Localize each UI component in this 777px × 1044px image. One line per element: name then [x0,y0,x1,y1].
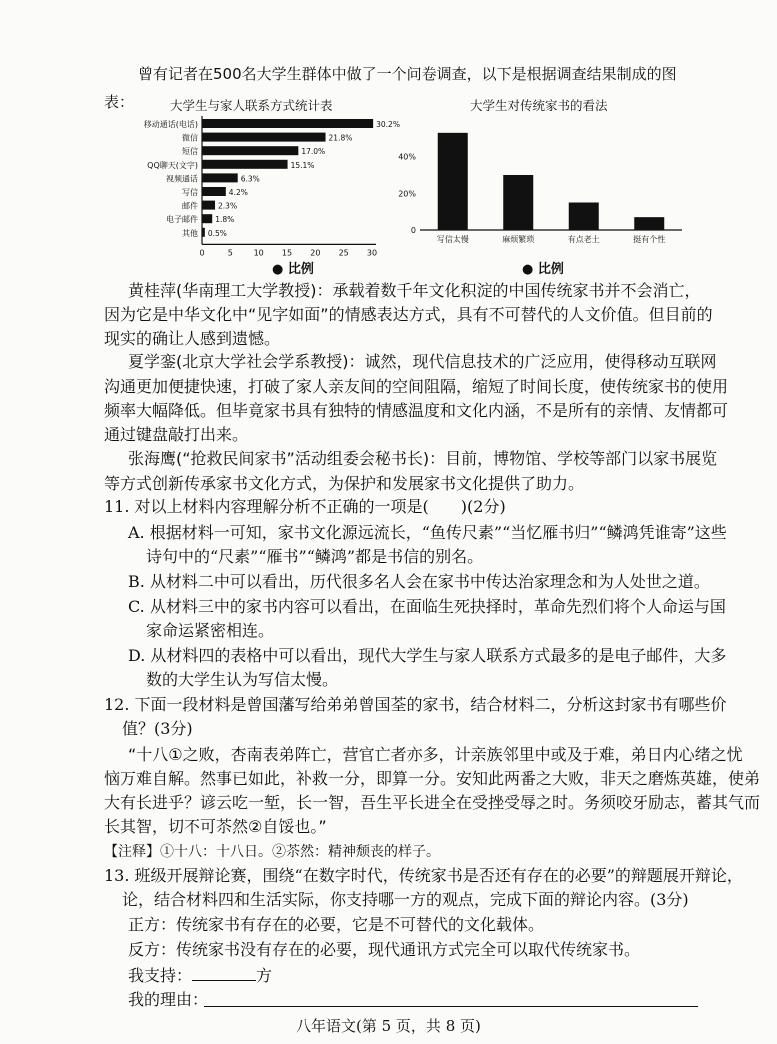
q13-con-view: 反方：传统家书没有存在的必要，现代通讯方式完全可以取代传统家书。 [128,940,641,959]
chart2-category-label: 写信太慢 [436,235,469,244]
material-huang-line-3: 现实的确让人感到遗憾。 [104,329,281,348]
chart1-bar [202,214,212,223]
q11-option-c-line-1: C. 从材料三中的家书内容可以看出，在面临生死抉择时，革命先烈们将个人命运与国 [128,597,726,616]
q11-option-d-line-1: D. 从材料四的表格中可以看出，现代大学生与家人联系方式最多的是电子邮件，大多 [128,646,727,665]
chart1-bar [202,160,288,169]
chart2-bar [503,175,533,230]
chart1-category-label: 写信 [182,188,198,197]
q11-option-a-line-2: 诗句中的“尺素”“雁书”“鳞鸿”都是书信的别名。 [146,547,484,566]
q11-stem: 11. 对以上材料内容理解分析不正确的一项是( )(2分) [104,497,506,516]
chart2-bar [438,133,468,230]
material-zhang-line-2: 等方式创新传承家书文化方式，为保护和发展家书文化提供了助力。 [104,474,585,493]
q13-support-row [128,965,272,986]
q11-option-b: B. 从材料二中可以看出，历代很多名人会在家书中传达治家理念和为人处世之道。 [128,572,710,591]
material-xia-line-1: 夏学銮(北京大学社会学系教授)：诚然，现代信息技术的广泛应用，使得移动互联网 [128,352,717,371]
page-footer: 八年语文(第 5 页，共 8 页) [296,1017,481,1035]
chart1-bar [202,228,205,237]
chart2-title: 大学生对传统家书的看法 [470,98,608,113]
material-huang-line-2: 因为它是中华文化中“见字如面”的情感表达方式，具有不可替代的人文价值。但目前的 [104,305,713,324]
chart2-bar [569,203,599,231]
chart1-x-tick: 0 [199,248,205,258]
chart1-value-label: 4.2% [228,188,248,197]
intro-line-2: 表： [104,93,135,111]
chart1-category-label: 电子邮件 [166,215,198,225]
chart2-svg [398,112,688,252]
q13-stem-line-2: 论，结合材料四和生活实际，你支持哪一方的观点，完成下面的辩论内容。(3分) [122,890,689,909]
chart1-value-label: 17.0% [301,147,326,157]
chart2-legend: ● 比例 [522,262,564,277]
chart1-value-label: 2.3% [218,201,238,211]
chart1-category-label: 视频通话 [166,174,198,184]
chart1-x-tick: 10 [253,248,264,258]
chart1-value-label: 0.5% [207,228,227,238]
chart1-category-label: 邮件 [182,201,198,211]
intro-line-1: 曾有记者在500名大学生群体中做了一个问卷调查，以下是根据调查结果制成的图 [138,65,677,83]
chart1-bar [202,146,298,155]
q11-option-c-line-2: 家命运紧密相连。 [146,621,275,640]
chart1-title: 大学生与家人联系方式统计表 [170,98,333,113]
chart1-bar [202,173,238,182]
material-huang-line-1: 黄桂萍(华南理工大学教授)：承载着数千年文化积淀的中国传统家书并不会消亡， [128,281,701,300]
chart1-value-label: 30.2% [376,120,400,129]
chart1-x-tick: 5 [227,248,233,258]
chart1-bar [202,201,215,210]
chart1-value-label: 6.3% [240,174,260,184]
q13-support-suffix: 方 [256,966,273,985]
q11-option-a-line-1: A. 根据材料一可知，家书文化源远流长，“鱼传尺素”“当忆雁书归”“鳞鸿凭谁寄”这些 [128,523,727,542]
chart1-category-label: 短信 [182,147,198,157]
chart1-x-tick: 15 [281,248,293,258]
chart1-category-label: 微信 [182,133,198,143]
q12-note: 【注释】①十八：十八日。②苶然：精神颓丧的样子。 [104,844,440,860]
chart1-category-label: 移动通话(电话) [143,120,198,129]
chart2-y-tick: 20% [398,189,416,199]
q13-pro-view: 正方：传统家书有存在的必要，它是不可替代的文化载体。 [128,915,545,934]
chart1-bar [202,187,226,196]
q12-quote-line-4: 长其智，切不可苶然②自馁也。” [104,817,327,836]
chart1-value-label: 15.1% [290,160,315,170]
chart2-category-label: 麻烦繁琐 [502,235,535,244]
q13-support-label: 我支持： [128,966,193,985]
chart1-x-tick: 30 [366,248,378,258]
q12-quote-line-2: 恼万难自解。然事已如此，补救一分，即算一分。安知此两番之大败，非天之磨炼英雄，使弟 [104,769,761,788]
material-zhang-line-1: 张海鹰(“抢救民间家书”活动组委会秘书长)：目前，博物馆、学校等部门以家书展览 [128,449,718,468]
chart2-bar [634,217,664,230]
material-xia-line-2: 沟通更加便捷快速，打破了家人亲友间的空间阻隔，缩短了时间长度，使传统家书的使用 [104,377,729,396]
chart2-y-tick: 0 [410,226,416,235]
q13-support-blank[interactable] [192,965,256,981]
chart1-category-label: QQ聊天(文字) [147,160,198,170]
chart1-legend: ● 比例 [272,262,314,277]
chart1-category-label: 其他 [182,228,198,238]
chart1-x-tick: 25 [338,248,349,258]
chart1-value-label: 21.8% [328,133,353,143]
chart1-bar [202,119,373,128]
q11-option-d-line-2: 数的大学生认为写信太慢。 [146,670,339,689]
chart2-category-label: 挺有个性 [633,235,666,244]
chart2-legend-label: 比例 [537,262,564,277]
chart2-category-label: 有点老土 [567,235,600,244]
chart1-legend-label: 比例 [287,262,314,277]
q13-reason-label: 我的理由： [128,990,209,1009]
q12-stem-line-2: 值？(3分) [122,719,193,738]
q13-reason-blank[interactable] [204,1006,698,1007]
chart2-y-tick: 40% [398,152,416,162]
chart1-svg [92,112,400,262]
chart1-x-tick: 20 [310,248,321,258]
q13-stem-line-1: 13. 班级开展辩论赛，围绕“在数字时代，传统家书是否还有存在的必要”的辩题展开辩论， [104,866,743,885]
q12-quote-line-1: “十八①之败，杏南表弟阵亡，营官亡者亦多，计亲族邻里中或及于难，弟日内心绪之忧 [128,745,743,764]
q12-quote-line-3: 大有长进乎？谚云吃一堑，长一智，吾生平长进全在受挫受辱之时。务须咬牙励志，蓄其气而 [104,793,761,812]
chart1-bar [202,133,326,142]
material-xia-line-4: 通过键盘敲打出来。 [104,425,249,444]
material-xia-line-3: 频率大幅降低。但毕竟家书具有独特的情感温度和文化内涵，不是所有的亲情、友情都可 [104,401,729,420]
q12-stem-line-1: 12. 下面一段材料是曾国藩写给弟弟曾国荃的家书，结合材料二，分析这封家书有哪些价 [104,695,727,714]
chart1-value-label: 1.8% [215,215,235,225]
